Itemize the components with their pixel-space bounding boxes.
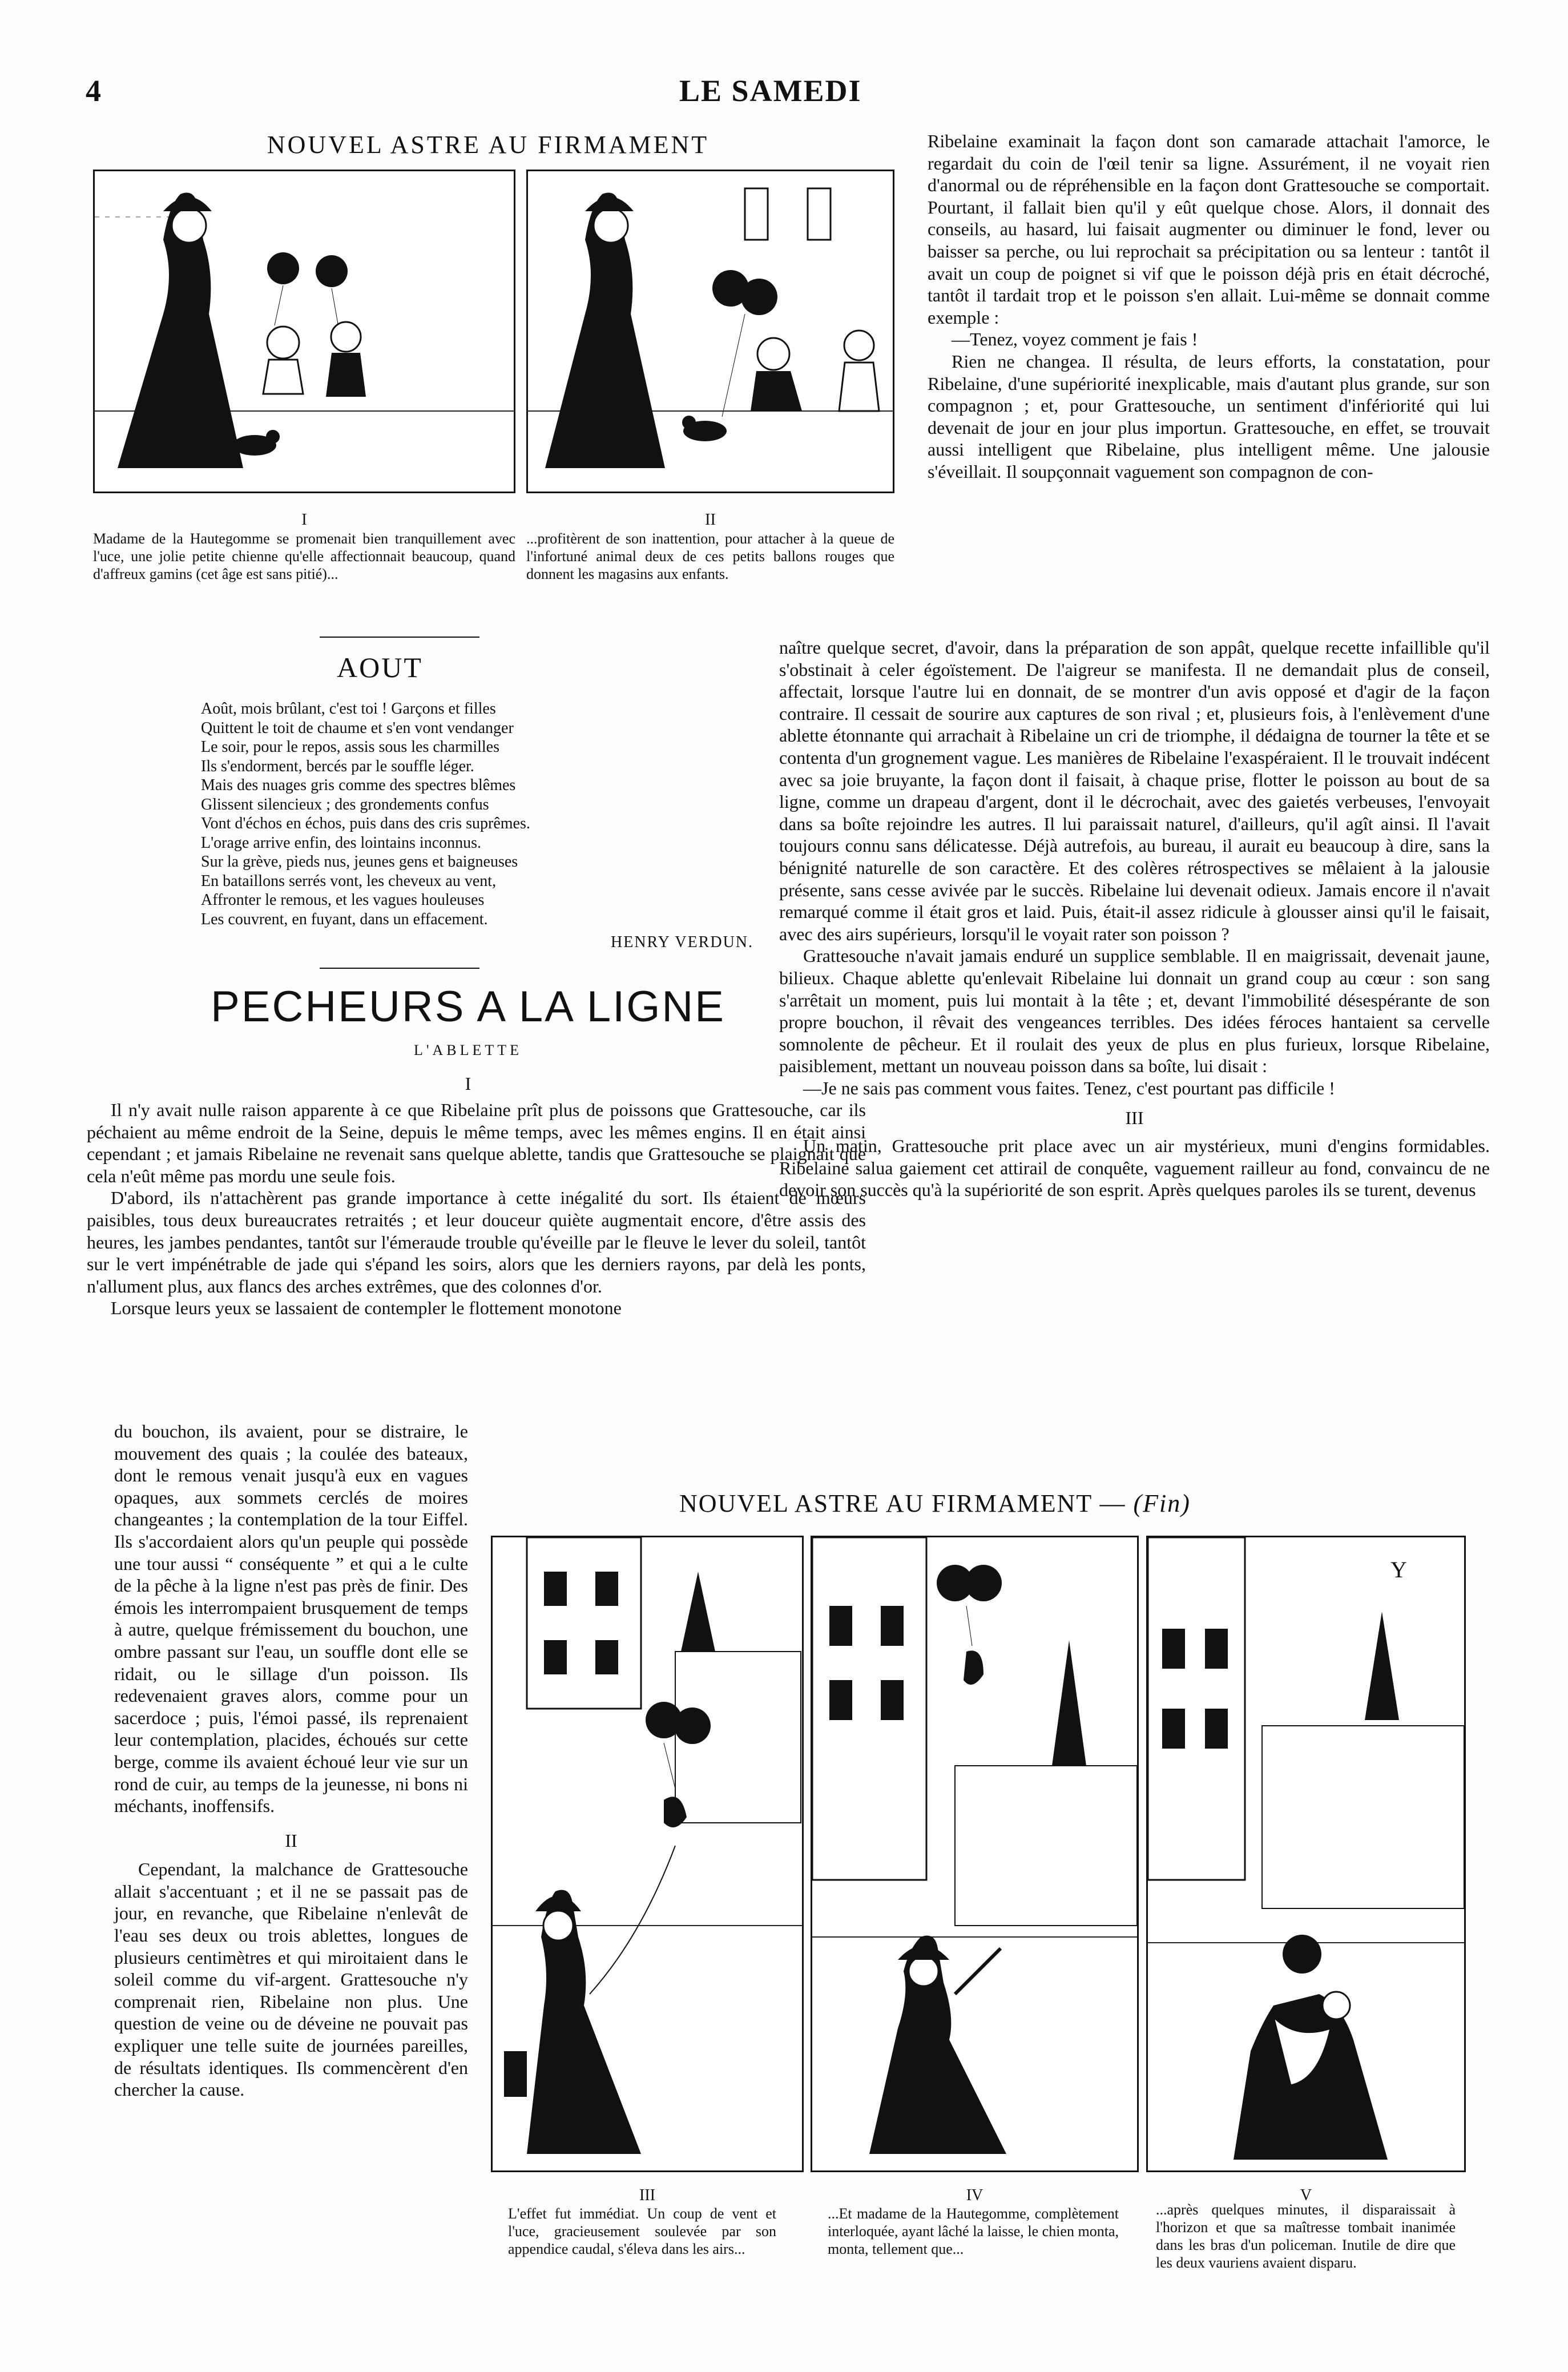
poem-line: En bataillons serrés vont, les cheveux au vent, [201,872,497,890]
poem-line: Glissent silencieux ; des grondements confus [201,795,489,814]
story-left-bottom [114,1420,468,2101]
panel-3-illustration [493,1537,802,2170]
panel-3-number: III [639,2186,655,2204]
story-title: PECHEURS A LA LIGNE [211,982,725,1031]
panel-4-number: IV [966,2186,983,2204]
comic-bottom-title-fin: (Fin) [1133,1489,1191,1517]
poem-line: Le soir, pour le repos, assis sous les charmilles [201,738,500,756]
paragraph-10: Un matin, Grattesouche prit place avec un air mystérieux, muni d'engins formidables. Ribelaine salua gaiement cet attirail de conquête, vaguement railleur au fond, convaincu de ne devoir son succès qu'à la supériorité de son esprit. Après quelques paroles ils se turent, devenus [779,1135,1490,1201]
paragraph-1: Il n'y avait nulle raison apparente à ce que Ribelaine prît plus de poissons que Grattesouche, car ils péchaient au même endroit de la Seine, depuis le même temps, avec les mêmes engins. Il en était ainsi cependant ; et jamais Ribelaine ne revenait sans quelque ablette, tandis que Grattesouche se plaignait que cela n'eût même pas mordu une seule fois. [87,1100,866,1186]
poem-author: HENRY VERDUN. [611,933,754,951]
comic-bottom-title [679,1489,1307,1518]
comic-panel-2 [526,170,894,493]
section-3-number: III [1125,1108,1144,1129]
story-left-top [87,1099,866,1319]
poem-title: AOUT [337,651,423,683]
panel-3-caption: L'effet fut immédiat. Un coup de vent et l'uce, gracieusement soulevée par son appendice caudal, s'éleva dans les airs... [508,2205,776,2257]
poem-line: Ils s'endorment, bercés par le souffle léger. [201,757,474,775]
panel-2-illustration [528,171,893,492]
comic-panel-5 [1146,1536,1466,2172]
comic-top-title: NOUVEL ASTRE AU FIRMAMENT [267,131,710,159]
section-2-number: II [285,1830,297,1851]
panel-5-number: V [1300,2186,1312,2204]
poem-line: Sur la grève, pieds nus, jeunes gens et baigneuses [201,853,518,871]
page-number: 4 [86,74,101,108]
panel-1-number: I [301,511,307,529]
journal-title: LE SAMEDI [679,74,862,108]
paragraph-3a: Lorsque leurs yeux se lassaient de contempler le flottement monotone [111,1298,622,1319]
poem-line: Affronter le remous, et les vagues houleuses [201,891,485,909]
poem-line: Vont d'échos en échos, puis dans des cris suprêmes. [201,815,530,832]
comic-panel-3 [491,1536,804,2172]
panel-1-illustration [95,171,514,492]
poem-body [201,699,789,929]
panel-1-caption: Madame de la Hautegomme se promenait bien tranquillement avec l'uce, une jolie petite chienne qu'elle affectionnait beaucoup, quand d'affreux gamins (cet âge est sans pitié)... [93,530,515,582]
poem-rule [320,637,479,638]
svg-text:Y: Y [1390,1557,1407,1582]
title-rule [320,968,479,969]
paragraph-5: Ribelaine examinait la façon dont son camarade attachait l'amorce, le regardait du coin de l'œil tenir sa ligne. Assurément, il ne voyait rien d'anormal ou de répréhensible en la façon dont Grattesouche se comportait. Pourtant, il fallait bien qu'il y eût quelque chose. Alors, il donnait des conseils, au hasard, lui faisait augmenter ou diminuer le fond, lever ou baisser sa perche, ou lui reprochait sa précipitation ou sa lenteur : tantôt il avait un coup de poignet si vif que le poisson déjà pris en était décroché, tantôt il tardait trop et le poisson s'en allait. Lui-même se donnait comme exemple : [928,131,1490,328]
poem-line: L'orage arrive enfin, des lointains inconnus. [201,833,482,852]
paragraph-2: D'abord, ils n'attachèrent pas grande importance à cette inégalité du sort. Ils étaient de mœurs paisibles, tous deux bureaucrates retraités ; et leur douceur quiète augmentait encore, d'être assis des heures, les jambes pendantes, tantôt sur l'émeraude trouble qu'éveille par le fleuve le lever du soleil, tantôt sur le vert impénétrable de jade qui s'épand les soirs, alors que les derniers rayons, par delà les ponts, n'allument plus, aux flancs des arches extrêmes, que des colonnes d'or. [87,1187,866,1296]
poem-line: Mais des nuages gris comme des spectres blêmes [201,776,516,794]
panel-4-caption: ...Et madame de la Hautegomme, complètement interloquée, ayant lâché la laisse, le chien monta, monta, tellement que... [828,2205,1119,2257]
comic-panel-1 [93,170,515,493]
paragraph-7a: Rien ne changea. Il résulta, de leurs efforts, la constatation, pour Ribelaine, d'une supériorité inexplicable, mais d'autant plus grande, sur son compagnon ; et, pour Grattesouche, un sentiment d'infériorité qui lui devenait de jour en jour plus importun. Grattesouche, en effet, se trouvait aussi intelligent que Ribelaine, plus intelligent même. Une jalousie s'éveillait. Il soupçonnait vaguement son compagnon de con- [928,351,1490,482]
paragraph-6: —Tenez, voyez comment je fais ! [952,329,1198,350]
poem-line: Quittent le toit de chaume et s'en vont vendanger [201,719,514,737]
panel-2-caption: ...profitèrent de son inattention, pour attacher à la queue de l'infortuné animal deux de ces petits ballons rouges que donnent les magasins aux enfants. [526,530,894,582]
poem-line: Août, mois brûlant, c'est toi ! Garçons et filles [201,700,496,718]
story-right-top [928,130,1490,483]
comic-panel-4 [811,1536,1139,2172]
panel-2-number: II [705,511,716,529]
story-right-wide [779,637,1490,1201]
paragraph-3b: du bouchon, ils avaient, pour se distraire, le mouvement des quais ; la coulée des bateaux, dont le remous venait jusqu'à eux en vagues opaques, aux sommets cerclés de moires changeantes ; la contemplation de la tour Eiffel. Ils s'accordaient alors qu'un peuple qui possède une tour aussi “ conséquente ” et qui a le culte de la pêche à la ligne n'est pas près de finir. Des émois les interrompaient brusquement de temps à autre, quelque frémissement du bouchon, une ombre passant sur l'eau, un souffle dont elle se ridait, ou le sillage d'un poisson. Ils redevenaient graves alors, comme pour un sacerdoce ; puis, l'émoi passé, ils reprenaient leur contemplation, placides, échoués sur cette berge, comme ils avaient échoué leur vie sur un rond de cuir, au temps de la jeunesse, ni bons ni méchants, inoffensifs. [114,1421,468,1817]
comic-bottom-title-main: NOUVEL ASTRE AU FIRMAMENT — [679,1489,1126,1517]
paragraph-7b: naître quelque secret, d'avoir, dans la préparation de son appât, quelque recette infaillible qu'il s'obstinait à celer égoïstement. De l'aigreur se manifesta. Il ne demandait plus de conseil, affectait, lorsque l'autre lui en donnait, de se montrer d'un avis opposé et d'agir de la façon contraire. Il cessait de sourire aux captures de son rival ; et, plusieurs fois, à l'enlèvement d'une ablette étonnante qui arrachait à Ribelaine un cri de triomphe, il dédaigna de tourner la tête et se contenta d'un grognement vague. Les manières de Ribelaine l'exaspéraient. Il le trouvait indécent avec sa joie bruyante, la façon dont il faisait, à chaque prise, flotter le poisson au bout de sa ligne, comme un drapeau d'argent, dont il le décrochait, avec des gaietés verbeuses, l'envoyait dans sa boîte rejoindre les autres. Il lui paraissait naturel, d'ailleurs, qu'il agît ainsi. Il l'avait toujours connu sans délicatesse. Déjà autrefois, au bureau, il aurait eu beaucoup à dire, sans la bénignité naturelle de son caractère. Et des colères rétrospectives se mêlaient à la jalousie présente, sans cesse avivée par le succès. Ribelaine lui devenait odieux. Jamais encore il n'avait remarqué comme il était gros et laid. Puis, était-il assez ridicule à glousser ainsi qu'il le faisait, avec des airs supérieurs, lorsqu'il le voyait rater son poisson ? [779,637,1490,944]
panel-5-illustration [1148,1537,1464,2170]
paragraph-4: Cependant, la malchance de Grattesouche allait s'accentuant ; et il ne se passait pas de jour, en revanche, que Ribelaine n'enlevât de l'eau ses deux ou trois ablettes, longues de plusieurs centimètres et qui miroitaient dans le soleil comme du vif-argent. Grattesouche n'y comprenait rien, Ribelaine non plus. Une question de veine ou de déveine ne pouvait pas expliquer une telle suite de journées pareilles, de résultats identiques. Ils commencèrent d'en chercher la cause. [114,1859,468,2100]
story-subtitle: L'ABLETTE [413,1042,523,1058]
panel-5-caption: ...après quelques minutes, il disparaissait à l'horizon et que sa maîtresse tombait inanimée dans les bras d'un policeman. Inutile de dire que les deux vauriens avaient disparu. [1156,2201,1456,2271]
poem-line: Les couvrent, en fuyant, dans un effacement. [201,910,488,928]
paragraph-9: —Je ne sais pas comment vous faites. Tenez, c'est pourtant pas difficile ! [803,1077,1335,1098]
panel-4-illustration [812,1537,1137,2170]
paragraph-8: Grattesouche n'avait jamais enduré un supplice semblable. Il en maigrissait, devenait jaune, bilieux. Chaque ablette qu'enlevait Ribelaine lui donnait un grand coup au cœur : son sang s'arrêtait un moment, puis lui montait à la tête ; et, devant l'immobilité désespérante de son propre bouchon, il rêvait des vengeances terribles. Des idées féroces hantaient sa cervelle somnolente de pêcheur. Et il roulait des yeux de plus en plus furieux, lorsque Ribelaine, paisiblement, mettant un nouveau poisson dans sa boîte, lui disait : [779,945,1490,1077]
section-1-number: I [465,1073,471,1094]
